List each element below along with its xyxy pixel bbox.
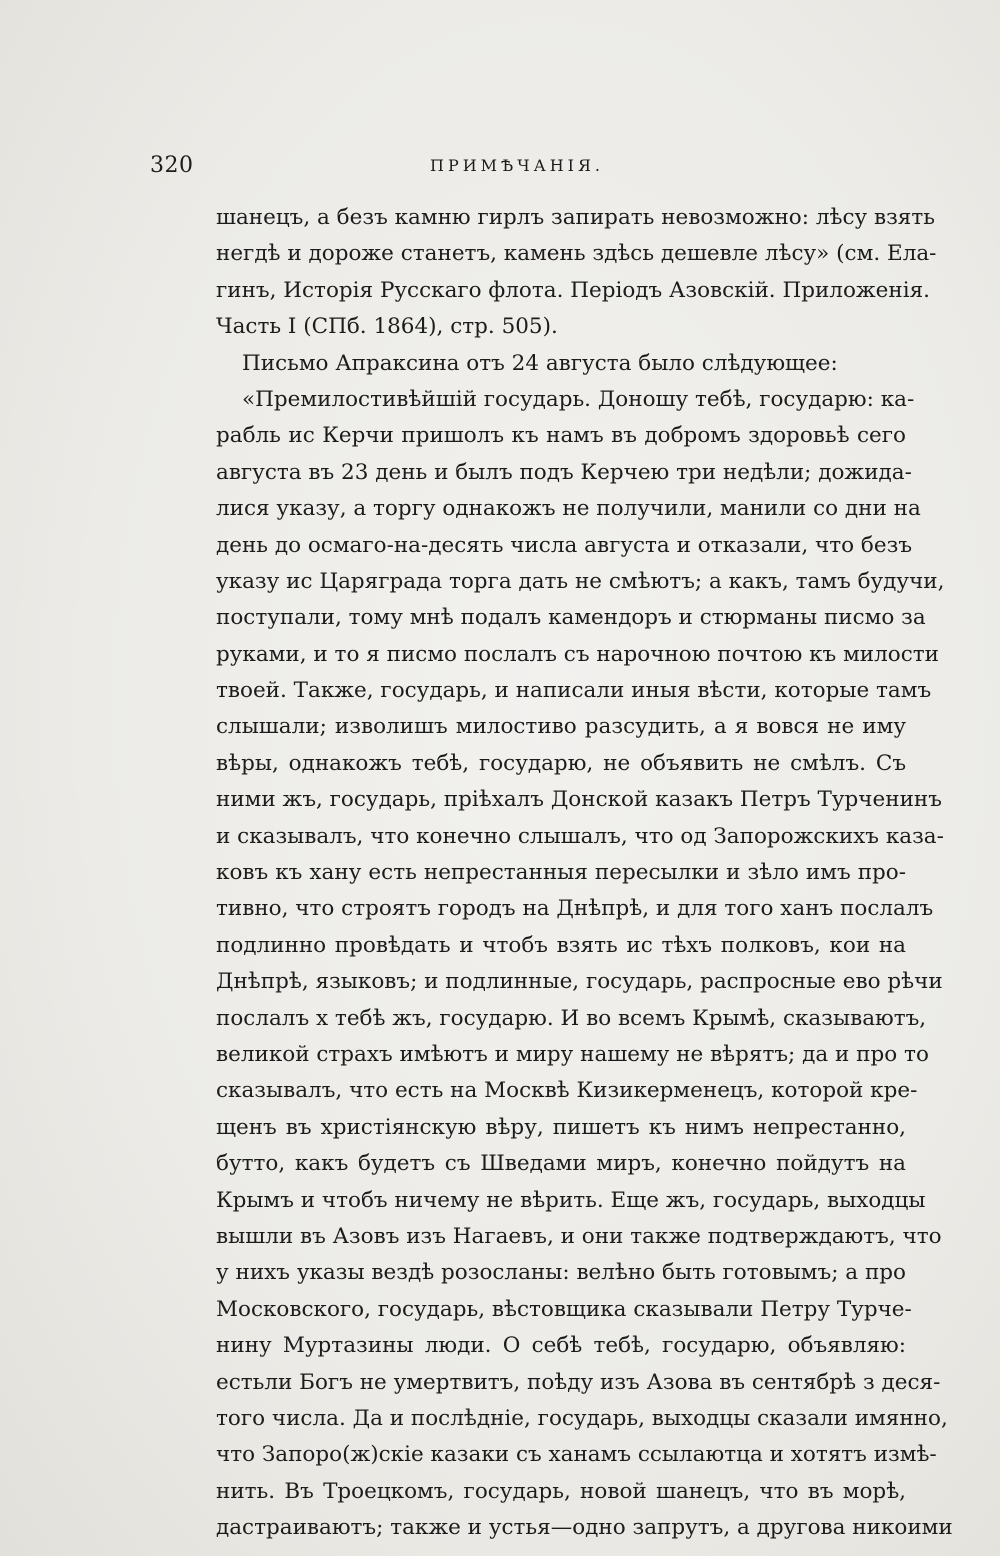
text-line: «Премилостивѣйшій государь. Доношу тебѣ, государю: ка-: [242, 386, 915, 412]
text-line: рабль ис Керчи пришолъ къ намъ въ добромъ здоровьѣ сего: [216, 423, 906, 449]
text-line: указу ис Царяграда торга дать не смѣютъ; а какъ, тамъ будучи,: [216, 568, 945, 594]
text-line: Часть I (СПб. 1864), стр. 505).: [216, 314, 558, 340]
text-line: день до осмаго-на-десять числа августа и отказали, что безъ: [216, 532, 912, 558]
text-line: у нихъ указы вездѣ розосланы: велѣно быть готовымъ; а про: [216, 1260, 906, 1286]
text-line: Крымъ и чтобъ ничему не вѣрить. Еще жъ, государь, выходцы: [216, 1187, 926, 1213]
text-line: великой страхъ имѣютъ и миру нашему не вѣрятъ; да и про то: [216, 1041, 929, 1067]
text-line: естьли Богъ не умертвитъ, поѣду изъ Азова въ сентябрѣ з деся-: [216, 1369, 941, 1395]
text-line: ковъ къ хану есть непрестанныя пересылки и зѣло имъ про-: [216, 860, 906, 886]
text-line: поступали, тому мнѣ подалъ камендоръ и стюрманы писмо за: [216, 605, 926, 631]
text-line: нину Муртазины люди. О себѣ тебѣ, государю, объявляю:: [216, 1333, 906, 1359]
text-line: гинъ, Исторія Русскаго флота. Періодъ Азовскій. Приложенія.: [216, 277, 931, 303]
text-line: тивно, что строятъ городъ на Днѣпрѣ, и для того ханъ послалъ: [216, 896, 934, 922]
text-line: послалъ х тебѣ жъ, государю. И во всемъ Крымѣ, сказываютъ,: [216, 1005, 927, 1031]
body-text: [216, 200, 953, 1546]
text-line: подлинно провѣдать и чтобъ взять ис тѣхъ полковъ, кои на: [216, 932, 906, 958]
text-line: щенъ въ христіянскую вѣру, пишетъ къ нимъ непрестанно,: [216, 1114, 906, 1140]
text-line: что Запоро(ж)скіе казаки съ ханамъ ссылаютца и хотятъ измѣ-: [216, 1442, 937, 1468]
text-line: нить. Въ Троецкомъ, государь, новой шанецъ, что въ морѣ,: [216, 1478, 906, 1504]
text-line: Московского, государь, вѣстовщика сказывали Петру Турче-: [216, 1296, 912, 1322]
text-line: дастраиваютъ; также и устья—одно запрутъ, а другова никоими: [216, 1515, 953, 1541]
text-line: и сказывалъ, что конечно слышалъ, что од Запорожскихъ каза-: [216, 823, 944, 849]
running-head: ПРИМѢЧАНІЯ.: [430, 156, 605, 175]
text-line: того числа. Да и послѣдніе, государь, выходцы сказали имянно,: [216, 1405, 948, 1431]
text-line: вышли въ Азовъ изъ Нагаевъ, и они также подтверждаютъ, что: [216, 1223, 942, 1249]
page-number: 320: [150, 153, 194, 178]
text-line: слышали; изволишъ милостиво разсудить, а я вовся не иму: [216, 714, 906, 740]
text-line: лися указу, а торгу однакожъ не получили, манили со дни на: [216, 496, 921, 522]
page-header: [150, 153, 920, 183]
text-line: ними жъ, государь, пріѣхалъ Донской казакъ Петръ Турченинъ: [216, 787, 942, 813]
text-line: августа въ 23 день и былъ подъ Керчею три недѣли; дожида-: [216, 459, 912, 485]
text-line: негдѣ и дороже станетъ, камень здѣсь дешевле лѣсу» (см. Ела-: [216, 241, 937, 267]
text-line: бутто, какъ будетъ съ Шведами миръ, конечно пойдутъ на: [216, 1151, 906, 1177]
text-line: твоей. Также, государь, и написали иныя вѣсти, которые тамъ: [216, 678, 932, 704]
text-line: сказывалъ, что есть на Москвѣ Кизикерменецъ, которой кре-: [216, 1078, 918, 1104]
text-line: шанецъ, а безъ камню гирлъ запирать невозможно: лѣсу взять: [216, 205, 935, 230]
text-line: Днѣпрѣ, языковъ; и подлинные, государь, распросные ево рѣчи: [216, 969, 943, 995]
text-line: вѣры, однакожъ тебѣ, государю, не объявить не смѣлъ. Съ: [216, 750, 906, 776]
text-line: Письмо Апраксина отъ 24 августа было слѣдующее:: [242, 350, 838, 376]
text-line: руками, и то я писмо послалъ съ нарочною почтою къ милости: [216, 641, 939, 667]
